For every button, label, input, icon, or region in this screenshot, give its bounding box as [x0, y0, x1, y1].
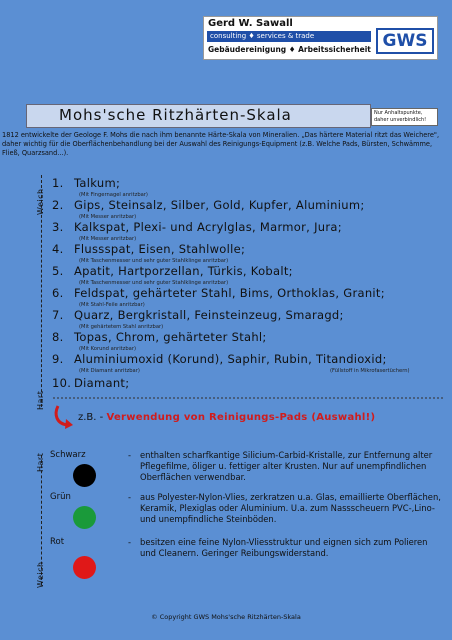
scale-label-soft-2: Weich — [36, 561, 45, 588]
hardness-note-6: (Mit Stahl-Feile anritzbar) — [79, 302, 145, 308]
scale-label-soft: Weich — [36, 188, 45, 215]
hardness-item-7: 7. Quarz, Bergkristall, Feinsteinzeug, Smaragd; — [52, 308, 344, 322]
dotted-divider — [52, 396, 444, 400]
pad-desc-green: - aus Polyester-Nylon-Vlies, zerkratzen u.a. Glas, emaillierte Oberflächen, Keramik, Plexiglas oder Aluminium. U.a. zum Nassscheuern PVC-,Lino- und unempfindliche Steinböden. — [128, 492, 441, 524]
hardness-item-3: 3. Kalkspat, Plexi- und Acrylglas, Marmor, Jura; — [52, 220, 342, 234]
logo-name: Gerd W. Sawall — [208, 18, 293, 29]
pad-label-black: Schwarz — [50, 450, 86, 460]
hardness-note-9: (Mit Diamant anritzbar) — [79, 368, 140, 374]
logo-mark: GWS — [376, 28, 434, 54]
hardness-note-5: (Mit Taschenmesser und sehr guter Stahlklinge anritzbar) — [79, 280, 229, 286]
pad-desc-red: - besitzen eine feine Nylon-Vliesstruktur und eignen sich zum Polieren und Cleanern. Geringer Reibungswiderstand. — [128, 537, 428, 558]
hardness-note-7: (Mit gehärtetem Stahl anritzbar) — [79, 324, 164, 330]
hardness-note-9-right: (Füllstoff in Mikrofasertüchern) — [330, 368, 410, 374]
logo-tagline: consulting ♦ services & trade — [207, 31, 371, 42]
green-pad-swatch — [73, 506, 96, 529]
copyright: © Copyright GWS Mohs'sche Ritzhärten-Skala — [151, 613, 301, 621]
company-logo — [203, 16, 438, 60]
hardness-note-4: (Mit Taschenmesser und sehr guter Stahlklinge anritzbar) — [79, 258, 229, 264]
hardness-item-9: 9. Aluminiumoxid (Korund), Saphir, Rubin, Titandioxid; — [52, 352, 387, 366]
pad-label-red: Rot — [50, 537, 65, 547]
logo-subline: Gebäudereinigung ♦ Arbeitssicherheit — [208, 45, 371, 54]
hardness-note-2: (Mit Messer anritzbar) — [79, 214, 137, 220]
disclaimer-box: Nur Anhaltspunkte, daher unverbindlich! — [371, 108, 438, 126]
hardness-note-1: (Mit Fingernagel anritzbar) — [79, 192, 148, 198]
pad-heading: z.B. - Verwendung von Reinigungs-Pads (Auswahl!) — [78, 412, 376, 423]
hardness-item-2: 2. Gips, Steinsalz, Silber, Gold, Kupfer, Aluminium; — [52, 198, 365, 212]
scale-label-hard: Hart — [36, 390, 45, 410]
pad-label-green: Grün — [50, 492, 71, 502]
page-title: Mohs'sche Ritzhärten-Skala — [59, 106, 292, 124]
hardness-item-1: 1. Talkum; — [52, 176, 121, 190]
hardness-item-5: 5. Apatit, Hartporzellan, Türkis, Kobalt; — [52, 264, 293, 278]
pad-desc-black: - enthalten scharfkantige Silicium-Carbid-Kristalle, zur Entfernung alter Pflegefilme, öliger u. fettiger alter Krusten. Nur auf unempfindlichen Oberflächen verwendbar. — [128, 450, 433, 482]
hardness-item-6: 6. Feldspat, gehärteter Stahl, Bims, Orthoklas, Granit; — [52, 286, 385, 300]
curved-arrow-icon — [52, 404, 74, 430]
hardness-note-3: (Mit Messer anritzbar) — [79, 236, 137, 242]
intro-text: 1812 entwickelte der Geologe F. Mohs die nach ihm benannte Härte-Skala von Mineralien. „Das härtere Material ritzt das Weichere", daher wichtig für die Oberflächenbehandlung bei der Auswahl des Reinigungs-Equipment (z.B. Welche Pads, Bürsten, Schwämme, Fließ, Quarzsand...). — [2, 131, 440, 157]
hardness-note-8: (Mit Korund anritzbar) — [79, 346, 137, 352]
black-pad-swatch — [73, 464, 96, 487]
title-box — [26, 104, 371, 128]
hardness-item-10: 10. Diamant; — [52, 376, 130, 390]
hardness-item-8: 8. Topas, Chrom, gehärteter Stahl; — [52, 330, 267, 344]
scale-label-hard-2: Hart — [36, 452, 45, 472]
red-pad-swatch — [73, 556, 96, 579]
hardness-item-4: 4. Flussspat, Eisen, Stahlwolle; — [52, 242, 246, 256]
